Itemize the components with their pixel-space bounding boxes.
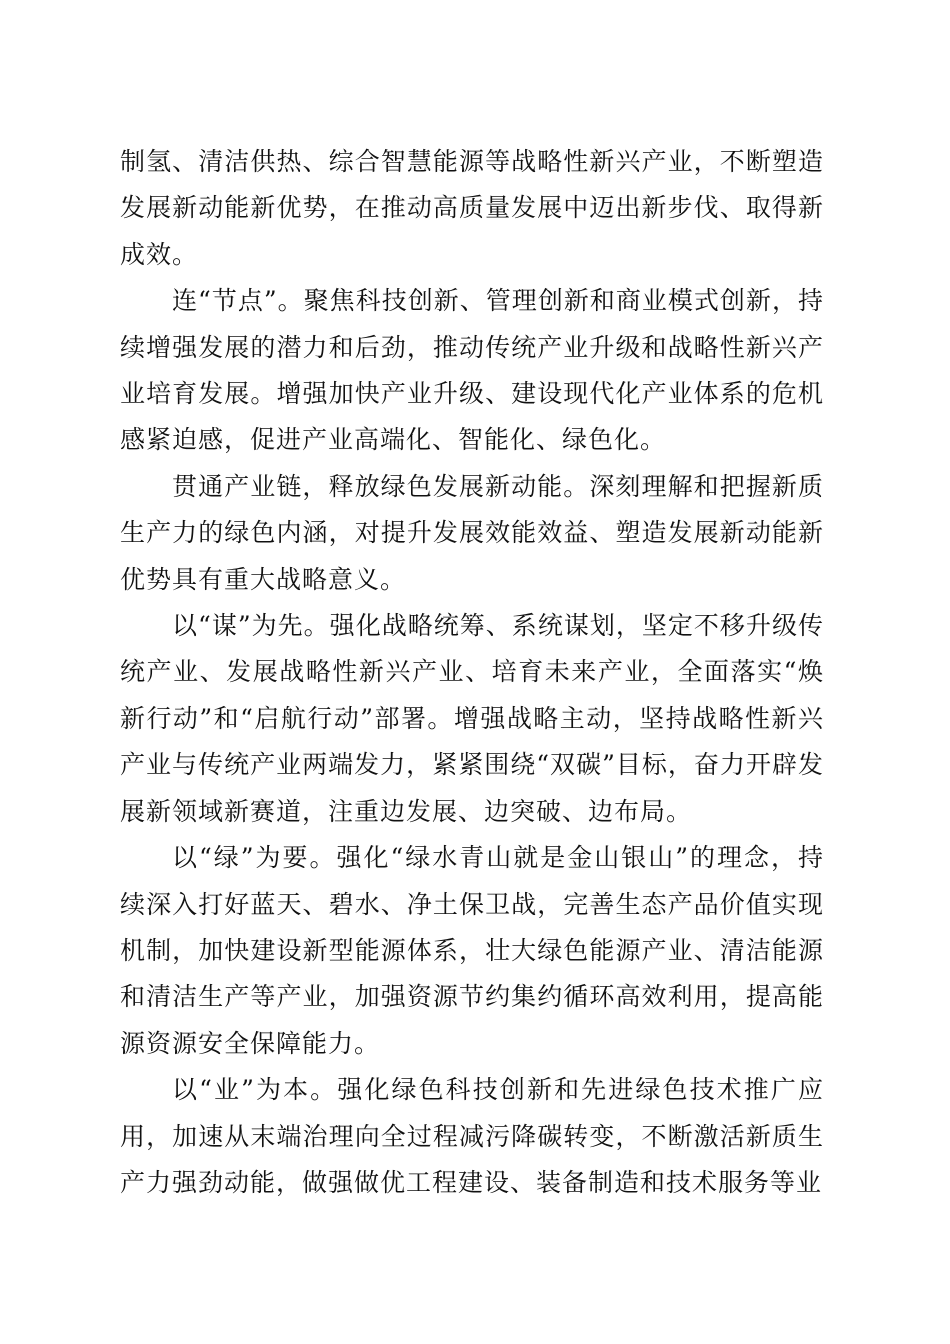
paragraph-yi-ye-weiben: 以“业”为本。强化绿色科技创新和先进绿色技术推广应用，加速从末端治理向全过程减污降碳转变，不断激活新质生产力强劲动能，做强做优工程建设、装备制造和技术服务等业 — [120, 1075, 824, 1197]
paragraph-continuation: 制氢、清洁供热、综合智慧能源等战略性新兴产业，不断塑造发展新动能新优势，在推动高质量发展中迈出新步伐、取得新成效。 — [120, 147, 824, 269]
paragraph-lian-jiedian: 连“节点”。聚焦科技创新、管理创新和商业模式创新，持续增强发展的潜力和后劲，推动传统产业升级和战略性新兴产业培育发展。增强加快产业升级、建设现代化产业体系的危机感紧迫感，促进产业高端化、智能化、绿色化。 — [120, 286, 824, 455]
paragraph-yi-mou-weixian: 以“谋”为先。强化战略统筹、系统谋划，坚定不移升级传统产业、发展战略性新兴产业、培育未来产业，全面落实“焕新行动”和“启航行动”部署。增强战略主动，坚持战略性新兴产业与传统产业两端发力，紧紧围绕“双碳”目标，奋力开辟发展新领域新赛道，注重边发展、边突破、边布局。 — [120, 611, 824, 826]
paragraph-yi-lv-weiyao: 以“绿”为要。强化“绿水青山就是金山银山”的理念，持续深入打好蓝天、碧水、净土保卫战，完善生态产品价值实现机制，加快建设新型能源体系，壮大绿色能源产业、清洁能源和清洁生产等产业，加强资源节约集约循环高效利用，提高能源资源安全保障能力。 — [120, 843, 824, 1058]
paragraph-guantong-chanyelian: 贯通产业链，释放绿色发展新动能。深刻理解和把握新质生产力的绿色内涵，对提升发展效能效益、塑造发展新动能新优势具有重大战略意义。 — [120, 471, 824, 594]
document-body — [120, 139, 824, 1206]
